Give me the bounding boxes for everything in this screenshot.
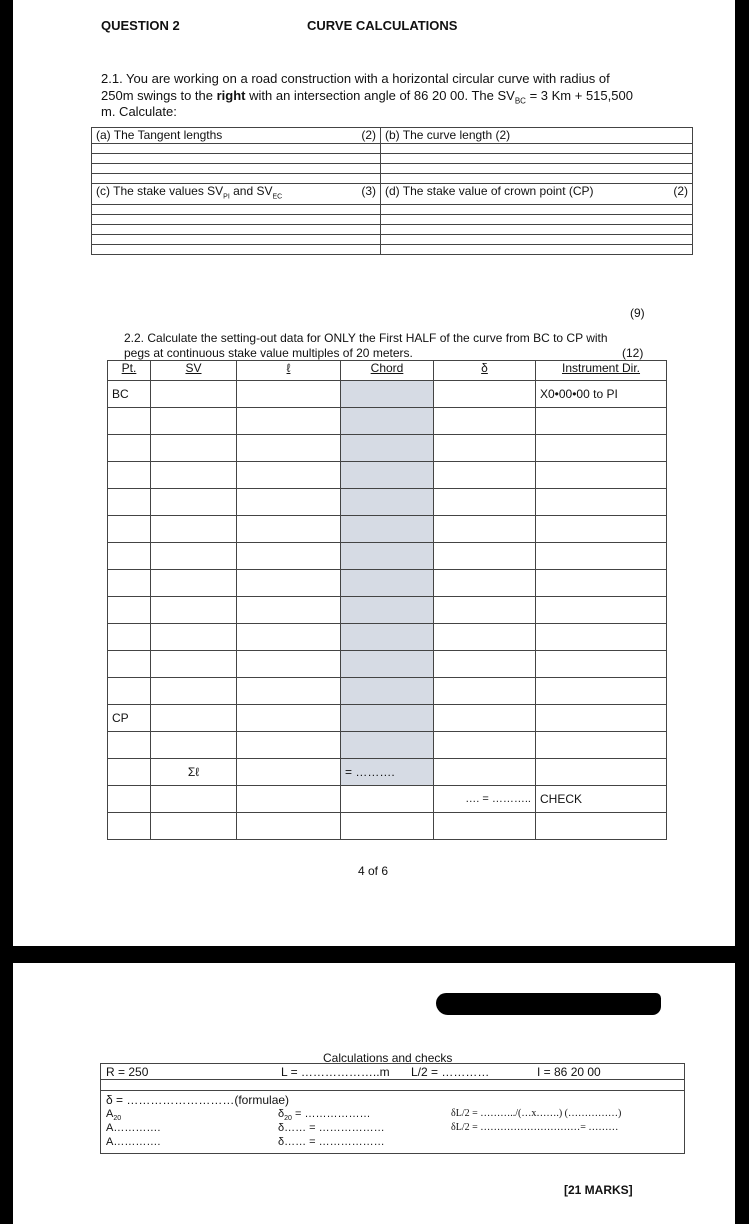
- cell[interactable]: [151, 570, 237, 597]
- cell[interactable]: [536, 651, 667, 678]
- cell-b: (b) The curve length (2): [381, 128, 693, 144]
- answer-cell[interactable]: [381, 205, 693, 215]
- cell[interactable]: [151, 597, 237, 624]
- calculations-table: [100, 1063, 685, 1154]
- cell[interactable]: [108, 651, 151, 678]
- cell[interactable]: [151, 543, 237, 570]
- shaded-cell: [341, 516, 434, 543]
- cp-label: CP: [108, 705, 151, 732]
- cell[interactable]: [108, 624, 151, 651]
- radius: R = 250: [106, 1065, 149, 1079]
- cell[interactable]: [151, 435, 237, 462]
- d-row-2[interactable]: δ…… = ………………: [278, 1122, 385, 1134]
- answer-cell[interactable]: [92, 174, 381, 184]
- col-l: ℓ: [237, 361, 341, 381]
- worksheet-page-1: [13, 0, 735, 946]
- cell-a: (a) The Tangent lengths (2): [92, 128, 381, 144]
- cell[interactable]: [434, 678, 536, 705]
- cell[interactable]: [108, 678, 151, 705]
- cell[interactable]: [536, 462, 667, 489]
- cell[interactable]: [151, 624, 237, 651]
- question-title: CURVE CALCULATIONS: [307, 18, 458, 33]
- cell[interactable]: [108, 516, 151, 543]
- cell[interactable]: [434, 624, 536, 651]
- cell[interactable]: [151, 651, 237, 678]
- check-label: CHECK: [536, 786, 667, 813]
- cell[interactable]: [237, 570, 341, 597]
- cell[interactable]: [434, 489, 536, 516]
- shaded-cell: [341, 408, 434, 435]
- q21-line3: m. Calculate:: [101, 104, 177, 119]
- intersection-angle: I = 86 20 00: [537, 1065, 601, 1079]
- col-sv: SV: [151, 361, 237, 381]
- shaded-cell: [341, 543, 434, 570]
- cell[interactable]: [434, 597, 536, 624]
- cell[interactable]: [151, 732, 237, 759]
- q21-total-marks: (9): [630, 306, 645, 320]
- answer-cell[interactable]: [92, 205, 381, 215]
- cell[interactable]: [536, 435, 667, 462]
- table-row: [108, 435, 667, 462]
- cell[interactable]: [237, 381, 341, 408]
- table-row: [108, 732, 667, 759]
- worksheet-page-2: [13, 963, 735, 1224]
- a-row-3[interactable]: A………….: [106, 1136, 161, 1148]
- shaded-cell: [341, 732, 434, 759]
- cell[interactable]: [237, 678, 341, 705]
- shaded-cell: [341, 381, 434, 408]
- shaded-cell: [341, 462, 434, 489]
- cell[interactable]: [108, 435, 151, 462]
- col-chord: Chord: [341, 361, 434, 381]
- q22-line1: 2.2. Calculate the setting-out data for ONLY the First HALF of the curve from BC to CP with: [124, 331, 608, 345]
- answer-cell[interactable]: [381, 235, 693, 245]
- cell[interactable]: [151, 705, 237, 732]
- cell[interactable]: [237, 624, 341, 651]
- table-row: [108, 489, 667, 516]
- cell[interactable]: [151, 462, 237, 489]
- answer-cell[interactable]: [92, 154, 381, 164]
- answer-cell[interactable]: [381, 225, 693, 235]
- d-row-3[interactable]: δ…… = ………………: [278, 1136, 385, 1148]
- table-row: [108, 705, 667, 732]
- d20-label: $\delta_{20}$ = ………………: [278, 1108, 371, 1123]
- cell[interactable]: [434, 570, 536, 597]
- col-delta: δ: [434, 361, 536, 381]
- delta-formula[interactable]: δ = ………………………(formulae): [106, 1093, 290, 1107]
- cell[interactable]: [434, 516, 536, 543]
- cell[interactable]: [536, 597, 667, 624]
- cell[interactable]: [536, 570, 667, 597]
- cell[interactable]: [434, 732, 536, 759]
- cell-c: (c) The stake values $SV_{PI}$ and $SV_{EC}$ (3): [92, 184, 381, 205]
- sum-row: [108, 759, 667, 786]
- calc-title: Calculations and checks: [323, 1051, 453, 1065]
- shaded-cell: [341, 597, 434, 624]
- q22-line2: pegs at continuous stake value multiples of 20 meters.: [124, 346, 413, 360]
- answer-cell[interactable]: [381, 245, 693, 255]
- cell[interactable]: [434, 381, 536, 408]
- answer-cell[interactable]: [92, 235, 381, 245]
- cell[interactable]: [434, 408, 536, 435]
- a-row-2[interactable]: A………….: [106, 1122, 161, 1134]
- table-row: [108, 543, 667, 570]
- cell[interactable]: [434, 435, 536, 462]
- cell[interactable]: [237, 543, 341, 570]
- q21-line1: 2.1. You are working on a road construction with a horizontal circular curve with radius of: [101, 71, 610, 86]
- dl2-row-2[interactable]: δL/2 = …………………………= ………: [451, 1122, 619, 1133]
- sum-l-label: Σℓ: [151, 759, 237, 786]
- cell[interactable]: [536, 516, 667, 543]
- cell[interactable]: [151, 381, 237, 408]
- answer-cell[interactable]: [92, 225, 381, 235]
- total-marks: [21 MARKS]: [564, 1183, 633, 1197]
- half-length[interactable]: L/2 = …………: [411, 1065, 490, 1079]
- table-row: [108, 462, 667, 489]
- cell[interactable]: [108, 408, 151, 435]
- check-row: [108, 786, 667, 813]
- cell[interactable]: [237, 435, 341, 462]
- cell[interactable]: [108, 597, 151, 624]
- delta-sum: …. = ………..: [434, 786, 536, 813]
- chord-sum: = ……….: [341, 759, 434, 786]
- answer-table-21: [91, 127, 693, 255]
- shaded-cell: [341, 651, 434, 678]
- cell[interactable]: [237, 516, 341, 543]
- shaded-cell: [341, 678, 434, 705]
- cell[interactable]: [108, 462, 151, 489]
- cell[interactable]: [237, 732, 341, 759]
- col-pt: Pt.: [108, 361, 151, 381]
- table-row: [108, 678, 667, 705]
- blank-row[interactable]: [101, 1080, 685, 1091]
- table-row: [108, 570, 667, 597]
- cell[interactable]: [536, 624, 667, 651]
- table-row: [108, 516, 667, 543]
- dl2-row-1[interactable]: δL/2 = ………../(…x…….) (……………): [451, 1108, 622, 1119]
- cell[interactable]: [237, 705, 341, 732]
- shaded-cell: [341, 435, 434, 462]
- cell[interactable]: [536, 705, 667, 732]
- cell[interactable]: [237, 597, 341, 624]
- answer-cell[interactable]: [92, 245, 381, 255]
- cell[interactable]: [237, 759, 341, 786]
- a20-label: $A_{20}$: [106, 1108, 122, 1123]
- cell[interactable]: [151, 516, 237, 543]
- answer-cell[interactable]: [381, 174, 693, 184]
- table-row: [108, 624, 667, 651]
- cell[interactable]: [108, 570, 151, 597]
- setting-out-table: [107, 360, 667, 840]
- question-number: QUESTION 2: [101, 18, 180, 33]
- cell[interactable]: [237, 489, 341, 516]
- answer-cell[interactable]: [381, 215, 693, 225]
- cell[interactable]: [237, 408, 341, 435]
- answer-cell[interactable]: [92, 215, 381, 225]
- cell[interactable]: [237, 651, 341, 678]
- shaded-cell: [341, 624, 434, 651]
- answer-cell[interactable]: [92, 144, 381, 154]
- cell[interactable]: [536, 543, 667, 570]
- cell[interactable]: [536, 732, 667, 759]
- cell[interactable]: [151, 408, 237, 435]
- answer-cell[interactable]: [381, 164, 693, 174]
- page-number: 4 of 6: [358, 864, 389, 878]
- cell[interactable]: [434, 543, 536, 570]
- cell[interactable]: [536, 489, 667, 516]
- table-row: [108, 408, 667, 435]
- answer-cell[interactable]: [92, 164, 381, 174]
- shaded-cell: [341, 570, 434, 597]
- bc-instrument: X0•00•00 to PI: [536, 381, 667, 408]
- shaded-cell: [341, 705, 434, 732]
- table-row: [108, 597, 667, 624]
- cell[interactable]: [536, 408, 667, 435]
- table-row: [108, 381, 667, 408]
- curve-length[interactable]: L = ………………..m: [281, 1065, 390, 1079]
- cell[interactable]: [434, 462, 536, 489]
- answer-cell[interactable]: [381, 154, 693, 164]
- q21-line2: 250m swings to the right with an intersection angle of 86 20 00. The $SV_{BC} = 3$ Km + 515,500: [101, 88, 633, 106]
- cell-d: (d) The stake value of crown point (CP) (2): [381, 184, 693, 205]
- bc-label: BC: [108, 381, 151, 408]
- cell[interactable]: [434, 651, 536, 678]
- answer-cell[interactable]: [381, 144, 693, 154]
- cell[interactable]: [108, 732, 151, 759]
- shaded-cell: [341, 489, 434, 516]
- table-row: [108, 651, 667, 678]
- col-instrument: Instrument Dir.: [536, 361, 667, 381]
- q22-marks: (12): [622, 346, 644, 360]
- redaction-mark: [436, 993, 661, 1015]
- cell[interactable]: [237, 462, 341, 489]
- cell[interactable]: [536, 678, 667, 705]
- cell[interactable]: [108, 489, 151, 516]
- cell[interactable]: [151, 678, 237, 705]
- cell[interactable]: [151, 489, 237, 516]
- cell[interactable]: [108, 543, 151, 570]
- cell[interactable]: [434, 705, 536, 732]
